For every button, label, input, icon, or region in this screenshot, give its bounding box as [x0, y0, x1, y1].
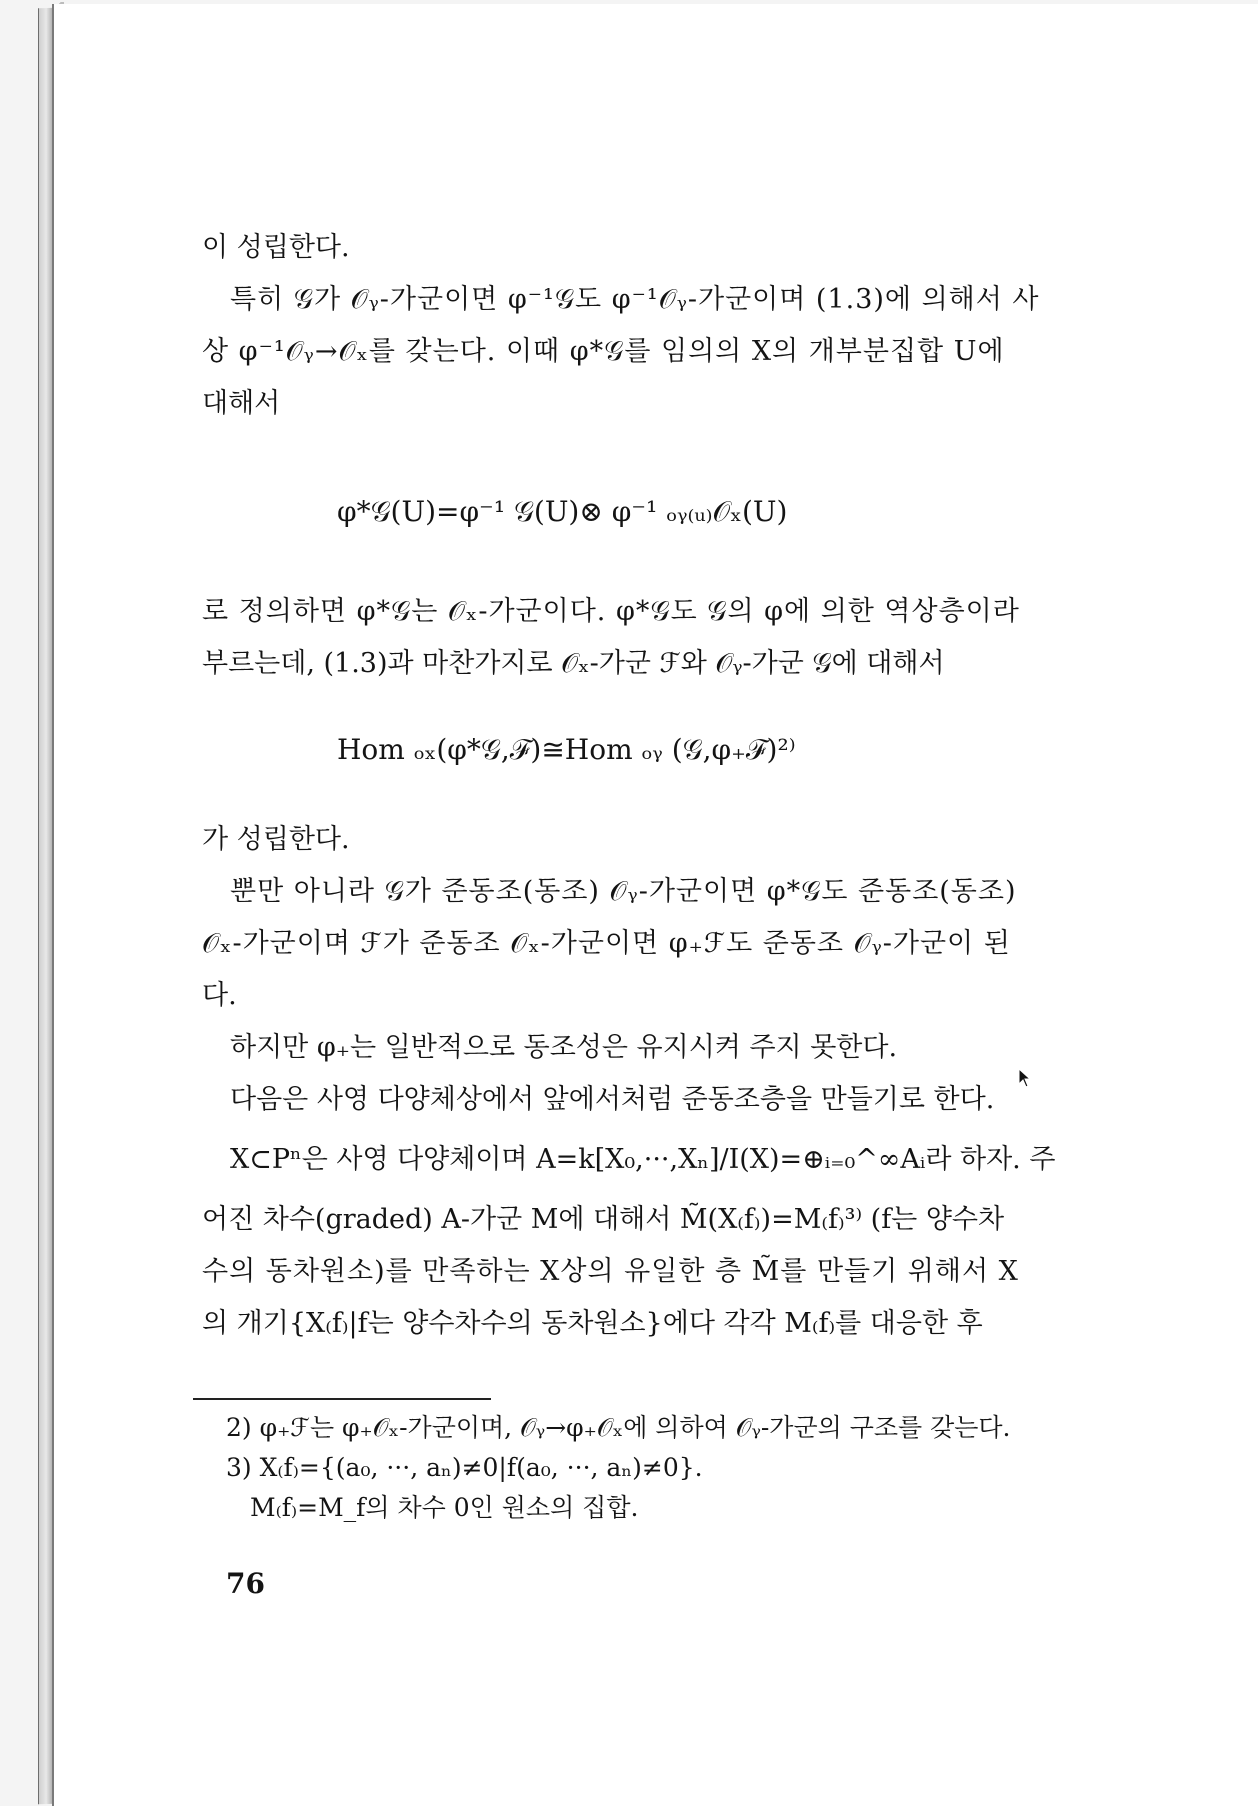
- paragraph-gap: [202, 1186, 1082, 1194]
- text-line-10: 다.: [202, 980, 237, 1011]
- text-line-8: 뿐만 아니라 𝒢가 준동조(동조) 𝒪ᵧ-가군이면 φ*𝒢도 준동조(동조): [230, 876, 1017, 907]
- text-line-3: 상 φ⁻¹𝒪ᵧ→𝒪ₓ를 갖는다. 이때 φ*𝒢를 임의의 X의 개부분집합 U에: [202, 336, 1005, 367]
- page-body-text: [202, 222, 1082, 1350]
- footnote-3-continued: M₍f₎=M_f의 차수 0인 원소의 집합.: [250, 1493, 639, 1522]
- text-line-11: 하지만 φ₊는 일반적으로 동조성은 유지시켜 주지 못한다.: [230, 1032, 898, 1063]
- text-line-7: 가 성립한다.: [202, 824, 350, 855]
- equation-hom-adjunction: Hom ₒₓ(φ*𝒢,ℱ)≅Hom ₒᵧ (𝒢,φ₊ℱ)²⁾: [337, 733, 796, 766]
- text-line-9: 𝒪ₓ-가군이며 ℱ가 준동조 𝒪ₓ-가군이면 φ₊ℱ도 준동조 𝒪ᵧ-가군이 된: [202, 928, 1011, 959]
- footnote-3: 3) X₍f₎={(a₀, ···, aₙ)≠0|f(a₀, ···, aₙ)≠0}.: [226, 1453, 703, 1482]
- text-line-1: 이 성립한다.: [202, 232, 350, 263]
- footnote-2: 2) φ₊ℱ는 φ₊𝒪ₓ-가군이며, 𝒪ᵧ→φ₊𝒪ₓ에 의하여 𝒪ᵧ-가군의 구조를 갖는다.: [226, 1413, 1011, 1442]
- text-line-5: 로 정의하면 φ*𝒢는 𝒪ₓ-가군이다. φ*𝒢도 𝒢의 φ에 의한 역상층이라: [202, 596, 1020, 627]
- footnotes: [226, 1408, 1106, 1528]
- text-line-2: 특히 𝒢가 𝒪ᵧ-가군이면 φ⁻¹𝒢도 φ⁻¹𝒪ᵧ-가군이며 (1.3)에 의해서 사: [230, 284, 1040, 315]
- text-line-16: 의 개기{X₍f₎|f는 양수차수의 동차원소}에다 각각 M₍f₎를 대응한 후: [202, 1308, 983, 1339]
- text-line-4: 대해서: [202, 388, 281, 419]
- text-line-14: 어진 차수(graded) A-가군 M에 대해서 M̃(X₍f₎)=M₍f₎³⁾ (f는 양수차: [202, 1204, 1005, 1235]
- text-line-13: X⊂Pⁿ은 사영 다양체이며 A=k[X₀,···,Xₙ]/I(X)=⊕ᵢ₌₀^∞Aᵢ라 하자. 주: [230, 1144, 1056, 1175]
- equation-pullback-definition: φ*𝒢(U)=φ⁻¹ 𝒢(U)⊗ φ⁻¹ ₒᵧ₍ᵤ₎𝒪ₓ(U): [337, 495, 788, 528]
- mouse-cursor-icon: [1018, 1068, 1032, 1088]
- page-number: 76: [226, 1567, 265, 1600]
- footnote-separator: [193, 1398, 491, 1400]
- text-line-12: 다음은 사영 다양체상에서 앞에서처럼 준동조층을 만들기로 한다.: [230, 1084, 995, 1115]
- paragraph-gap: [202, 1126, 1082, 1134]
- text-line-6: 부르는데, (1.3)과 마찬가지로 𝒪ₓ-가군 ℱ와 𝒪ᵧ-가군 𝒢에 대해서: [202, 648, 945, 679]
- text-line-15: 수의 동차원소)를 만족하는 X상의 유일한 층 M̃를 만들기 위해서 X: [202, 1256, 1019, 1287]
